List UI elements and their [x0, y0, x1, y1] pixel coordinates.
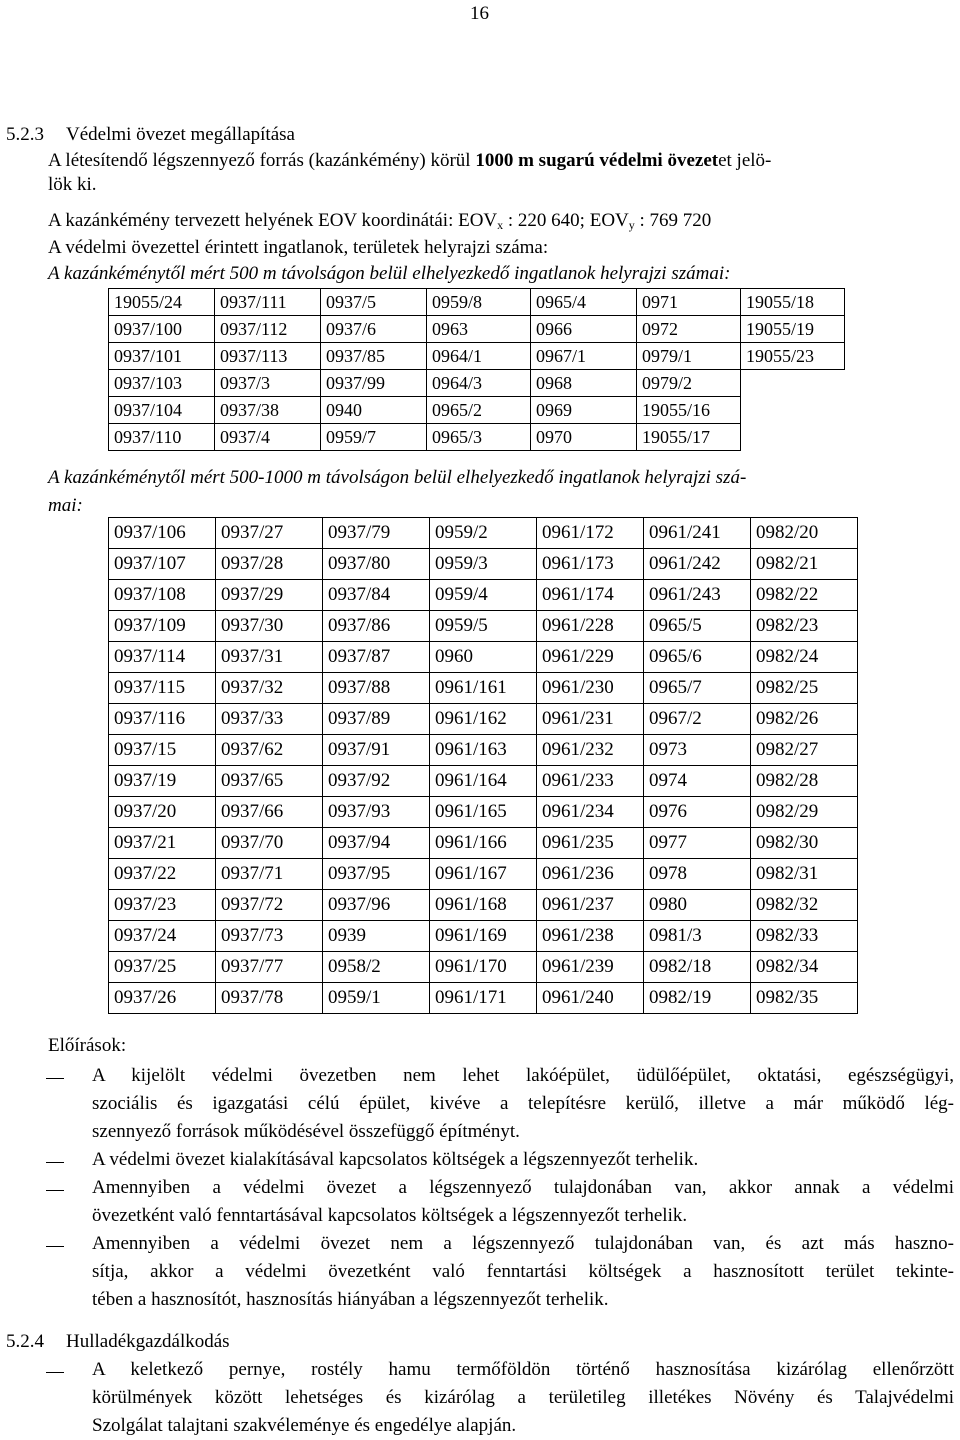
table-cell: 0959/5: [430, 611, 537, 642]
table-cell: 0959/2: [430, 518, 537, 549]
table-cell: 0937/6: [321, 316, 427, 343]
table-cell: 0965/3: [427, 424, 531, 451]
table-cell: 0937/94: [323, 828, 430, 859]
table-cell: 0937/109: [109, 611, 216, 642]
table-cell: 19055/23: [741, 343, 845, 370]
table-cell: 0937/62: [216, 735, 323, 766]
table-cell: 0961/171: [430, 983, 537, 1014]
table-cell: [741, 424, 845, 451]
affected-line: A védelmi övezettel érintett ingatlanok, területek helyrajzi száma:: [48, 237, 549, 258]
table-cell: 0939: [323, 921, 430, 952]
table-cell: 0937/93: [323, 797, 430, 828]
table-cell: 0937/96: [323, 890, 430, 921]
table-row: [109, 424, 845, 451]
table-cell: 19055/24: [109, 289, 215, 316]
table-row: [109, 289, 845, 316]
table-cell: 0982/30: [751, 828, 858, 859]
table-row: [109, 828, 858, 859]
table-row: [109, 642, 858, 673]
table-cell: 0969: [531, 397, 637, 424]
table-cell: 0979/1: [637, 343, 741, 370]
table-cell: 0961/174: [537, 580, 644, 611]
rule-line: A védelmi övezet kialakításával kapcsolatos költségek a légszennyezőt terhelik.: [92, 1149, 699, 1170]
table-cell: 0937/20: [109, 797, 216, 828]
rule-line: szociális és igazgatási célú épület, kivéve a telepítésre kerülő, illetve a már működő lég-: [92, 1093, 954, 1114]
table-cell: 0961/233: [537, 766, 644, 797]
table-cell: 0937/115: [109, 673, 216, 704]
table-cell: 0961/162: [430, 704, 537, 735]
within-1000-heading-line-1: A kazánkéménytől mért 500-1000 m távolságon belül elhelyezkedő ingatlanok helyrajzi szá-: [48, 467, 747, 488]
table-cell: 0965/6: [644, 642, 751, 673]
table-cell: 0937/112: [215, 316, 321, 343]
table-cell: 0937/85: [321, 343, 427, 370]
table-cell: 0982/25: [751, 673, 858, 704]
table-cell: 0937/19: [109, 766, 216, 797]
table-cell: 0961/236: [537, 859, 644, 890]
table-cell: 0937/103: [109, 370, 215, 397]
table-cell: 0937/89: [323, 704, 430, 735]
rule-line: Amennyiben a védelmi övezet nem a légszennyező tulajdonában van, és azt más haszno-: [92, 1233, 954, 1254]
table-cell: 0963: [427, 316, 531, 343]
table-cell: 0979/2: [637, 370, 741, 397]
bullet-dash-icon: [46, 1190, 64, 1191]
rule-line: A kijelölt védelmi övezetben nem lehet lakóépület, üdülőépület, oktatási, egészségügyi,: [92, 1065, 954, 1086]
section-2-title: Hulladékgazdálkodás: [66, 1331, 230, 1352]
table-cell: 0982/28: [751, 766, 858, 797]
table-row: [109, 766, 858, 797]
table-cell: 0937/113: [215, 343, 321, 370]
eov-text-mid: : 220 640; EOV: [503, 210, 629, 231]
table-cell: 0961/229: [537, 642, 644, 673]
bullet-dash-icon: [46, 1078, 64, 1079]
table-cell: 0937/66: [216, 797, 323, 828]
table-cell: 0937/110: [109, 424, 215, 451]
table-cell: 0982/27: [751, 735, 858, 766]
table-cell: 0937/3: [215, 370, 321, 397]
table-cell: 0982/35: [751, 983, 858, 1014]
table-row: [109, 797, 858, 828]
table-cell: 0980: [644, 890, 751, 921]
table-cell: 0982/23: [751, 611, 858, 642]
table-cell: 0961/168: [430, 890, 537, 921]
table-cell: [741, 370, 845, 397]
table-cell: 0965/7: [644, 673, 751, 704]
table-cell: 0968: [531, 370, 637, 397]
table-cell: 0937/80: [323, 549, 430, 580]
table-cell: 0982/19: [644, 983, 751, 1014]
table-cell: 0961/235: [537, 828, 644, 859]
intro-text-post: et jelö-: [718, 150, 772, 171]
rule-line: tében a hasznosítót, hasznosítás hiányában a légszennyezőt terhelik.: [92, 1289, 609, 1310]
table-cell: 0937/87: [323, 642, 430, 673]
table-cell: 0961/234: [537, 797, 644, 828]
table-cell: 0937/31: [216, 642, 323, 673]
table-cell: 0937/70: [216, 828, 323, 859]
table-500m: [108, 288, 845, 451]
table-cell: 0937/92: [323, 766, 430, 797]
table-cell: 0982/20: [751, 518, 858, 549]
within-500-heading: A kazánkéménytől mért 500 m távolságon belül elhelyezkedő ingatlanok helyrajzi számai:: [48, 263, 731, 284]
table-cell: 0937/78: [216, 983, 323, 1014]
table-cell: 0937/29: [216, 580, 323, 611]
table-cell: 0964/1: [427, 343, 531, 370]
table-cell: 0959/8: [427, 289, 531, 316]
table-cell: 0961/165: [430, 797, 537, 828]
table-cell: 0937/86: [323, 611, 430, 642]
table-cell: 0937/38: [215, 397, 321, 424]
table-row: [109, 890, 858, 921]
table-cell: 0970: [531, 424, 637, 451]
table-row: [109, 316, 845, 343]
table-cell: 0937/26: [109, 983, 216, 1014]
table-cell: 19055/17: [637, 424, 741, 451]
table-row: [109, 704, 858, 735]
table-cell: 0961/243: [644, 580, 751, 611]
intro-text-bold: 1000 m sugarú védelmi övezet: [475, 150, 719, 171]
table-cell: 0959/4: [430, 580, 537, 611]
table-cell: 0937/107: [109, 549, 216, 580]
table-row: [109, 735, 858, 766]
table-cell: 0982/32: [751, 890, 858, 921]
table-row: [109, 370, 845, 397]
table-cell: 0937/114: [109, 642, 216, 673]
table-cell: 0976: [644, 797, 751, 828]
section-number: 5.2.3: [6, 124, 44, 145]
table-cell: 0937/32: [216, 673, 323, 704]
eov-text-post: : 769 720: [634, 210, 712, 231]
table-cell: 0972: [637, 316, 741, 343]
rule-line: körülmények között lehetséges és kizárólag a területileg illetékes Növény és Talajvédelmi: [92, 1387, 954, 1408]
table-cell: 0961/231: [537, 704, 644, 735]
table-1000m: [108, 517, 858, 1014]
table-row: [109, 549, 858, 580]
table-cell: 0982/21: [751, 549, 858, 580]
eov-x-sub: x: [497, 218, 504, 232]
table-cell: 0961/166: [430, 828, 537, 859]
table-cell: 0966: [531, 316, 637, 343]
table-cell: 0961/169: [430, 921, 537, 952]
table-cell: 0937/28: [216, 549, 323, 580]
table-cell: 0964/3: [427, 370, 531, 397]
table-cell: [741, 397, 845, 424]
section-2-number: 5.2.4: [6, 1331, 44, 1352]
table-row: [109, 952, 858, 983]
table-cell: 0937/79: [323, 518, 430, 549]
table-cell: 0961/164: [430, 766, 537, 797]
table-cell: 0937/71: [216, 859, 323, 890]
table-cell: 0961/230: [537, 673, 644, 704]
table-cell: 19055/18: [741, 289, 845, 316]
rule-line: Amennyiben a védelmi övezet a légszennyező tulajdonában van, akkor annak a védelmi: [92, 1177, 954, 1198]
rules-heading: Előírások:: [48, 1035, 127, 1056]
table-cell: 0959/7: [321, 424, 427, 451]
table-cell: 0961/242: [644, 549, 751, 580]
table-cell: 0937/5: [321, 289, 427, 316]
table-cell: 19055/16: [637, 397, 741, 424]
table-cell: 0937/24: [109, 921, 216, 952]
table-cell: 0982/29: [751, 797, 858, 828]
table-cell: 0937/15: [109, 735, 216, 766]
table-cell: 0958/2: [323, 952, 430, 983]
section-title: Védelmi övezet megállapítása: [66, 124, 295, 145]
intro-line-1: [48, 149, 771, 173]
table-cell: 0965/4: [531, 289, 637, 316]
table-cell: 0937/21: [109, 828, 216, 859]
bullet-dash-icon: [46, 1372, 64, 1373]
table-cell: 19055/19: [741, 316, 845, 343]
rule-line: övezetként való fenntartásával kapcsolatos költségek a légszennyezőt terhelik.: [92, 1205, 688, 1226]
table-cell: 0965/5: [644, 611, 751, 642]
rule-line: Szolgálat talajtani szakvéleménye és engedélye alapján.: [92, 1415, 517, 1436]
table-row: [109, 518, 858, 549]
table-row: [109, 343, 845, 370]
table-row: [109, 859, 858, 890]
bullet-dash-icon: [46, 1246, 64, 1247]
eov-coordinates: [48, 209, 711, 233]
table-cell: 0937/33: [216, 704, 323, 735]
table-cell: 0977: [644, 828, 751, 859]
table-cell: 0961/241: [644, 518, 751, 549]
eov-text-pre: A kazánkémény tervezett helyének EOV koordinátái: EOV: [48, 210, 498, 231]
page-number: 16: [470, 3, 489, 24]
table-cell: 0961/172: [537, 518, 644, 549]
table-cell: 0961/167: [430, 859, 537, 890]
rule-line: sítja, akkor a védelmi övezetként való fenntartási költségek a hasznosított terület tekinte-: [92, 1261, 954, 1282]
intro-line-2: lök ki.: [48, 174, 97, 195]
table-cell: 0937/100: [109, 316, 215, 343]
table-cell: 0982/34: [751, 952, 858, 983]
table-cell: 0961/170: [430, 952, 537, 983]
table-cell: 0937/106: [109, 518, 216, 549]
table-cell: 0982/33: [751, 921, 858, 952]
table-cell: 0981/3: [644, 921, 751, 952]
table-cell: 0937/73: [216, 921, 323, 952]
table-cell: 0937/88: [323, 673, 430, 704]
table-cell: 0982/26: [751, 704, 858, 735]
table-cell: 0937/84: [323, 580, 430, 611]
within-1000-heading-line-2: mai:: [48, 495, 83, 516]
table-cell: 0937/27: [216, 518, 323, 549]
table-cell: 0974: [644, 766, 751, 797]
table-row: [109, 580, 858, 611]
table-cell: 0937/99: [321, 370, 427, 397]
rule-line: szennyező források működésével összefüggő építményt.: [92, 1121, 520, 1142]
bullet-dash-icon: [46, 1162, 64, 1163]
intro-text-pre: A létesítendő légszennyező forrás (kazánkémény) körül: [48, 150, 476, 171]
table-cell: 0971: [637, 289, 741, 316]
table-cell: 0937/23: [109, 890, 216, 921]
table-cell: 0959/3: [430, 549, 537, 580]
table-cell: 0982/18: [644, 952, 751, 983]
eov-y-sub: y: [628, 218, 635, 232]
table-cell: 0937/72: [216, 890, 323, 921]
table-cell: 0965/2: [427, 397, 531, 424]
table-cell: 0937/65: [216, 766, 323, 797]
table-cell: 0937/95: [323, 859, 430, 890]
table-cell: 0961/173: [537, 549, 644, 580]
table-cell: 0961/237: [537, 890, 644, 921]
table-cell: 0937/91: [323, 735, 430, 766]
table-cell: 0937/101: [109, 343, 215, 370]
table-row: [109, 673, 858, 704]
table-cell: 0960: [430, 642, 537, 673]
table-cell: 0961/228: [537, 611, 644, 642]
table-cell: 0940: [321, 397, 427, 424]
table-row: [109, 921, 858, 952]
table-row: [109, 983, 858, 1014]
table-cell: 0967/1: [531, 343, 637, 370]
table-cell: 0937/77: [216, 952, 323, 983]
table-cell: 0937/111: [215, 289, 321, 316]
table-cell: 0937/25: [109, 952, 216, 983]
table-row: [109, 397, 845, 424]
rule-line: A keletkező pernye, rostély hamu termőföldön történő hasznosítása kizárólag ellenőrzött: [92, 1359, 954, 1380]
table-cell: 0961/232: [537, 735, 644, 766]
table-cell: 0967/2: [644, 704, 751, 735]
table-cell: 0937/22: [109, 859, 216, 890]
table-cell: 0961/240: [537, 983, 644, 1014]
table-cell: 0937/116: [109, 704, 216, 735]
table-cell: 0973: [644, 735, 751, 766]
table-cell: 0961/238: [537, 921, 644, 952]
table-cell: 0961/161: [430, 673, 537, 704]
table-cell: 0982/24: [751, 642, 858, 673]
table-cell: 0937/108: [109, 580, 216, 611]
table-cell: 0961/239: [537, 952, 644, 983]
table-cell: 0978: [644, 859, 751, 890]
table-cell: 0937/104: [109, 397, 215, 424]
table-cell: 0959/1: [323, 983, 430, 1014]
table-row: [109, 611, 858, 642]
table-cell: 0982/22: [751, 580, 858, 611]
table-cell: 0937/30: [216, 611, 323, 642]
table-cell: 0982/31: [751, 859, 858, 890]
table-cell: 0937/4: [215, 424, 321, 451]
table-cell: 0961/163: [430, 735, 537, 766]
